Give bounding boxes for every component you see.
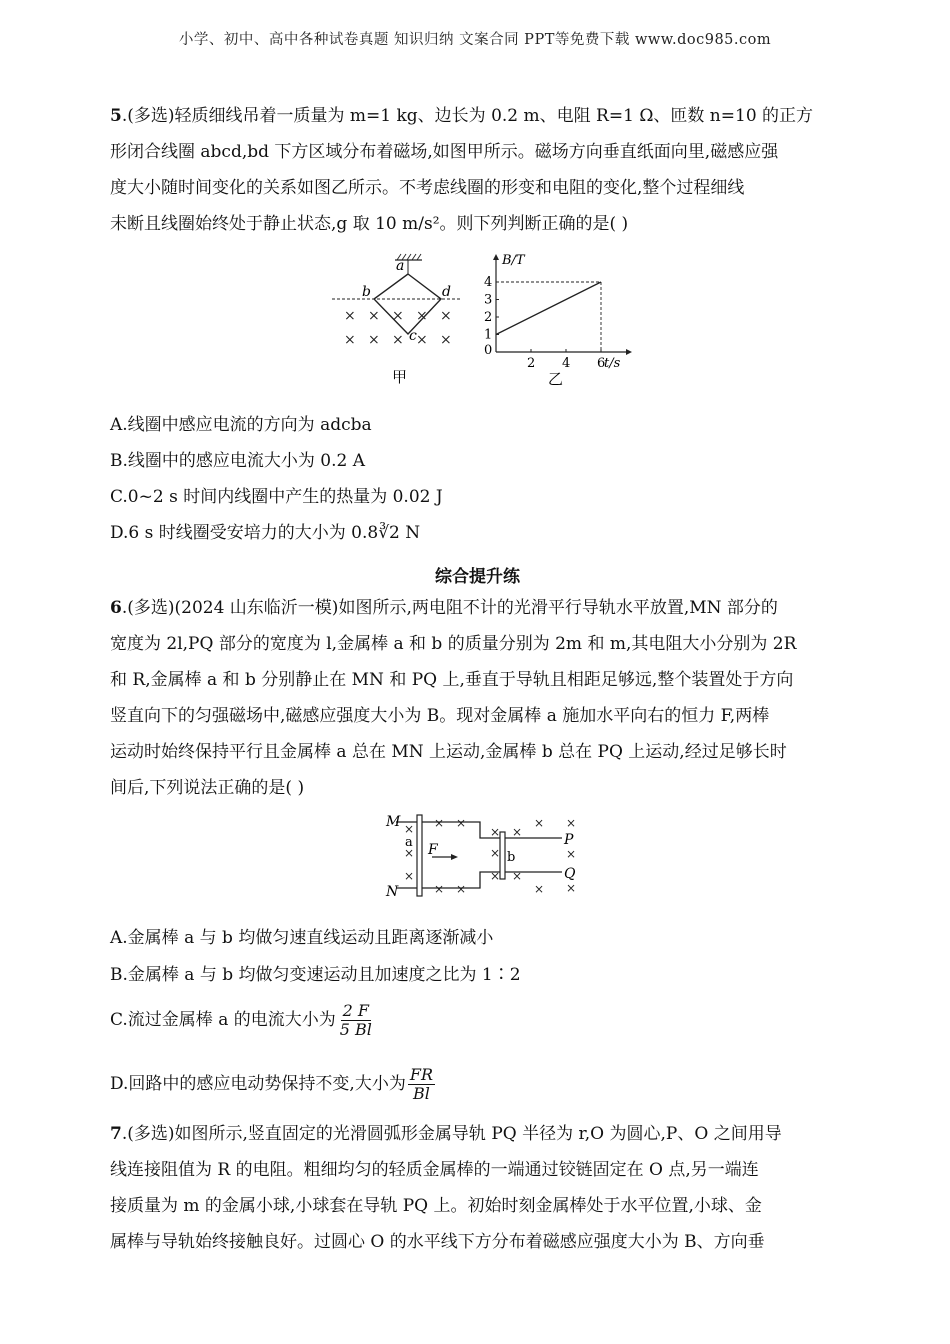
field-cross: × bbox=[392, 308, 404, 324]
y-axis-label: B/T bbox=[502, 253, 525, 268]
q6-option-a[interactable]: A.金属棒 a 与 b 均做匀速直线运动且距离逐渐减小 bbox=[110, 928, 494, 948]
label-rod-b: b bbox=[507, 850, 516, 865]
field-cross: × bbox=[512, 869, 523, 883]
q7-line-1 bbox=[110, 1116, 845, 1152]
field-cross: × bbox=[440, 332, 452, 348]
x-axis-arrow bbox=[626, 349, 632, 355]
label-a: a bbox=[396, 258, 405, 274]
field-cross: × bbox=[434, 816, 445, 830]
fraction-numerator: FR bbox=[409, 1065, 433, 1084]
field-cross: × bbox=[392, 332, 404, 348]
field-cross: × bbox=[404, 822, 415, 836]
section-title: 综合提升练 bbox=[435, 567, 520, 587]
caption-jia: 甲 bbox=[392, 368, 408, 386]
field-cross: × bbox=[566, 881, 577, 895]
q6-number: 6 bbox=[110, 598, 122, 618]
q6-line-4: 竖直向下的匀强磁场中,磁感应强度大小为 B。现对金属棒 a 施加水平向右的恒力 F,两棒 bbox=[110, 706, 770, 726]
q5-option-d[interactable]: D.6 s 时线圈受安培力的大小为 0.8∛2 N bbox=[110, 523, 421, 543]
y-axis-arrow bbox=[493, 254, 499, 260]
label-P: P bbox=[564, 832, 574, 848]
q5-line-4: 未断且线圈始终处于静止状态,g 取 10 m/s²。则下列判断正确的是( ) bbox=[110, 214, 629, 234]
q6-option-b[interactable]: B.金属棒 a 与 b 均做匀变速运动且加速度之比为 1∶2 bbox=[110, 965, 521, 985]
field-cross: × bbox=[534, 882, 545, 896]
field-cross: × bbox=[404, 846, 415, 860]
label-b: b bbox=[362, 284, 371, 300]
field-cross: × bbox=[456, 882, 467, 896]
y-tick-label: 3 bbox=[484, 292, 493, 308]
q5-option-a[interactable]: A.线圈中感应电流的方向为 adcba bbox=[110, 415, 372, 435]
y-tick-label: 2 bbox=[484, 310, 493, 325]
q6-line-1 bbox=[110, 590, 845, 626]
field-cross: × bbox=[566, 816, 577, 830]
field-cross: × bbox=[344, 332, 356, 348]
figure-chart-yi bbox=[472, 248, 642, 390]
figure-coil-jia bbox=[330, 250, 465, 390]
q6-option-c[interactable] bbox=[110, 998, 374, 1042]
q6-line-3: 和 R,金属棒 a 和 b 分别静止在 MN 和 PQ 上,垂直于导轨且相距足够远,整个装置处于方向 bbox=[110, 670, 794, 690]
series-line-B bbox=[496, 282, 601, 335]
field-cross: × bbox=[512, 825, 523, 839]
rod-b bbox=[500, 832, 505, 879]
q5-option-b[interactable]: B.线圈中的感应电流大小为 0.2 A bbox=[110, 451, 366, 471]
fraction-denominator: 5 Bl bbox=[339, 1020, 372, 1039]
label-Q: Q bbox=[564, 866, 576, 882]
x-tick-label: 6 bbox=[597, 356, 606, 371]
field-cross: × bbox=[434, 882, 445, 896]
fraction-FR-Bl bbox=[408, 1066, 435, 1103]
fraction-2F-5Bl bbox=[338, 1002, 374, 1039]
field-cross: × bbox=[344, 308, 356, 324]
q5-number: 5 bbox=[110, 106, 122, 126]
question-7 bbox=[110, 1116, 845, 1260]
figure-rails bbox=[382, 810, 582, 910]
field-cross: × bbox=[490, 846, 501, 860]
label-N: N bbox=[386, 884, 399, 900]
q7-number: 7 bbox=[110, 1124, 122, 1144]
rod-a bbox=[417, 815, 422, 896]
q6-line-6: 间后,下列说法正确的是( ) bbox=[110, 778, 305, 798]
q5-text-1: .(多选)轻质细线吊着一质量为 m=1 kg、边长为 0.2 m、电阻 R=1 Ω、匝数 n=10 的正方 bbox=[121, 106, 814, 126]
field-cross: × bbox=[566, 847, 577, 861]
field-cross: × bbox=[368, 332, 380, 348]
q5-line-1 bbox=[110, 98, 845, 134]
x-tick-label: 4 bbox=[562, 356, 571, 371]
q5-line-2: 形闭合线圈 abcd,bd 下方区域分布着磁场,如图甲所示。磁场方向垂直纸面向里,磁感应强 bbox=[110, 142, 779, 162]
field-cross: × bbox=[440, 308, 452, 324]
field-cross: × bbox=[416, 332, 428, 348]
x-tick-label: 0 bbox=[484, 343, 493, 358]
label-rod-a: a bbox=[405, 835, 413, 850]
label-d: d bbox=[442, 284, 451, 300]
field-cross: × bbox=[456, 816, 467, 830]
q7-text-1: .(多选)如图所示,竖直固定的光滑圆弧形金属导轨 PQ 半径为 r,O 为圆心,P、O 之间用导 bbox=[121, 1124, 782, 1144]
label-F: F bbox=[428, 842, 438, 858]
x-axis-label: t/s bbox=[604, 356, 621, 371]
field-cross: × bbox=[490, 825, 501, 839]
force-arrowhead bbox=[451, 854, 458, 860]
q6-option-d[interactable] bbox=[110, 1062, 435, 1106]
fraction-numerator: 2 F bbox=[342, 1001, 369, 1020]
q7-line-3: 接质量为 m 的金属小球,小球套在导轨 PQ 上。初始时刻金属棒处于水平位置,小球、金 bbox=[110, 1196, 762, 1216]
field-cross: × bbox=[534, 816, 545, 830]
field-cross: × bbox=[368, 308, 380, 324]
q5-option-c[interactable]: C.0~2 s 时间内线圈中产生的热量为 0.02 J bbox=[110, 487, 443, 507]
q7-line-4: 属棒与导轨始终接触良好。过圆心 O 的水平线下方分布着磁感应强度大小为 B、方向垂 bbox=[110, 1232, 765, 1252]
y-tick-label: 4 bbox=[484, 275, 493, 290]
field-cross: × bbox=[416, 308, 428, 324]
question-5 bbox=[110, 98, 845, 242]
q5-line-3: 度大小随时间变化的关系如图乙所示。不考虑线圈的形变和电阻的变化,整个过程细线 bbox=[110, 178, 745, 198]
q6-line-2: 宽度为 2l,PQ 部分的宽度为 l,金属棒 a 和 b 的质量分别为 2m 和 m,其电阻大小分别为 2R bbox=[110, 634, 797, 654]
page-header: 小学、初中、高中各种试卷真题 知识归纳 文案合同 PPT等免费下载 www.doc985.com bbox=[178, 32, 772, 48]
label-c: c bbox=[409, 328, 417, 344]
question-6 bbox=[110, 590, 845, 806]
x-tick-label: 2 bbox=[527, 356, 536, 371]
q6-option-d-text: D.回路中的感应电动势保持不变,大小为 bbox=[110, 1074, 406, 1094]
q6-option-c-text: C.流过金属棒 a 的电流大小为 bbox=[110, 1010, 336, 1030]
field-cross: × bbox=[490, 869, 501, 883]
q7-line-2: 线连接阻值为 R 的电阻。粗细均匀的轻质金属棒的一端通过铰链固定在 O 点,另一端连 bbox=[110, 1160, 759, 1180]
fraction-denominator: Bl bbox=[412, 1084, 430, 1103]
y-tick-label: 1 bbox=[484, 327, 493, 343]
q6-line-5: 运动时始终保持平行且金属棒 a 总在 MN 上运动,金属棒 b 总在 PQ 上运动,经过足够长时 bbox=[110, 742, 787, 762]
caption-yi: 乙 bbox=[548, 370, 564, 388]
q6-text-1: .(多选)(2024 山东临沂一模)如图所示,两电阻不计的光滑平行导轨水平放置,MN 部分的 bbox=[121, 598, 778, 618]
label-M: M bbox=[386, 814, 401, 830]
field-cross: × bbox=[404, 869, 415, 883]
